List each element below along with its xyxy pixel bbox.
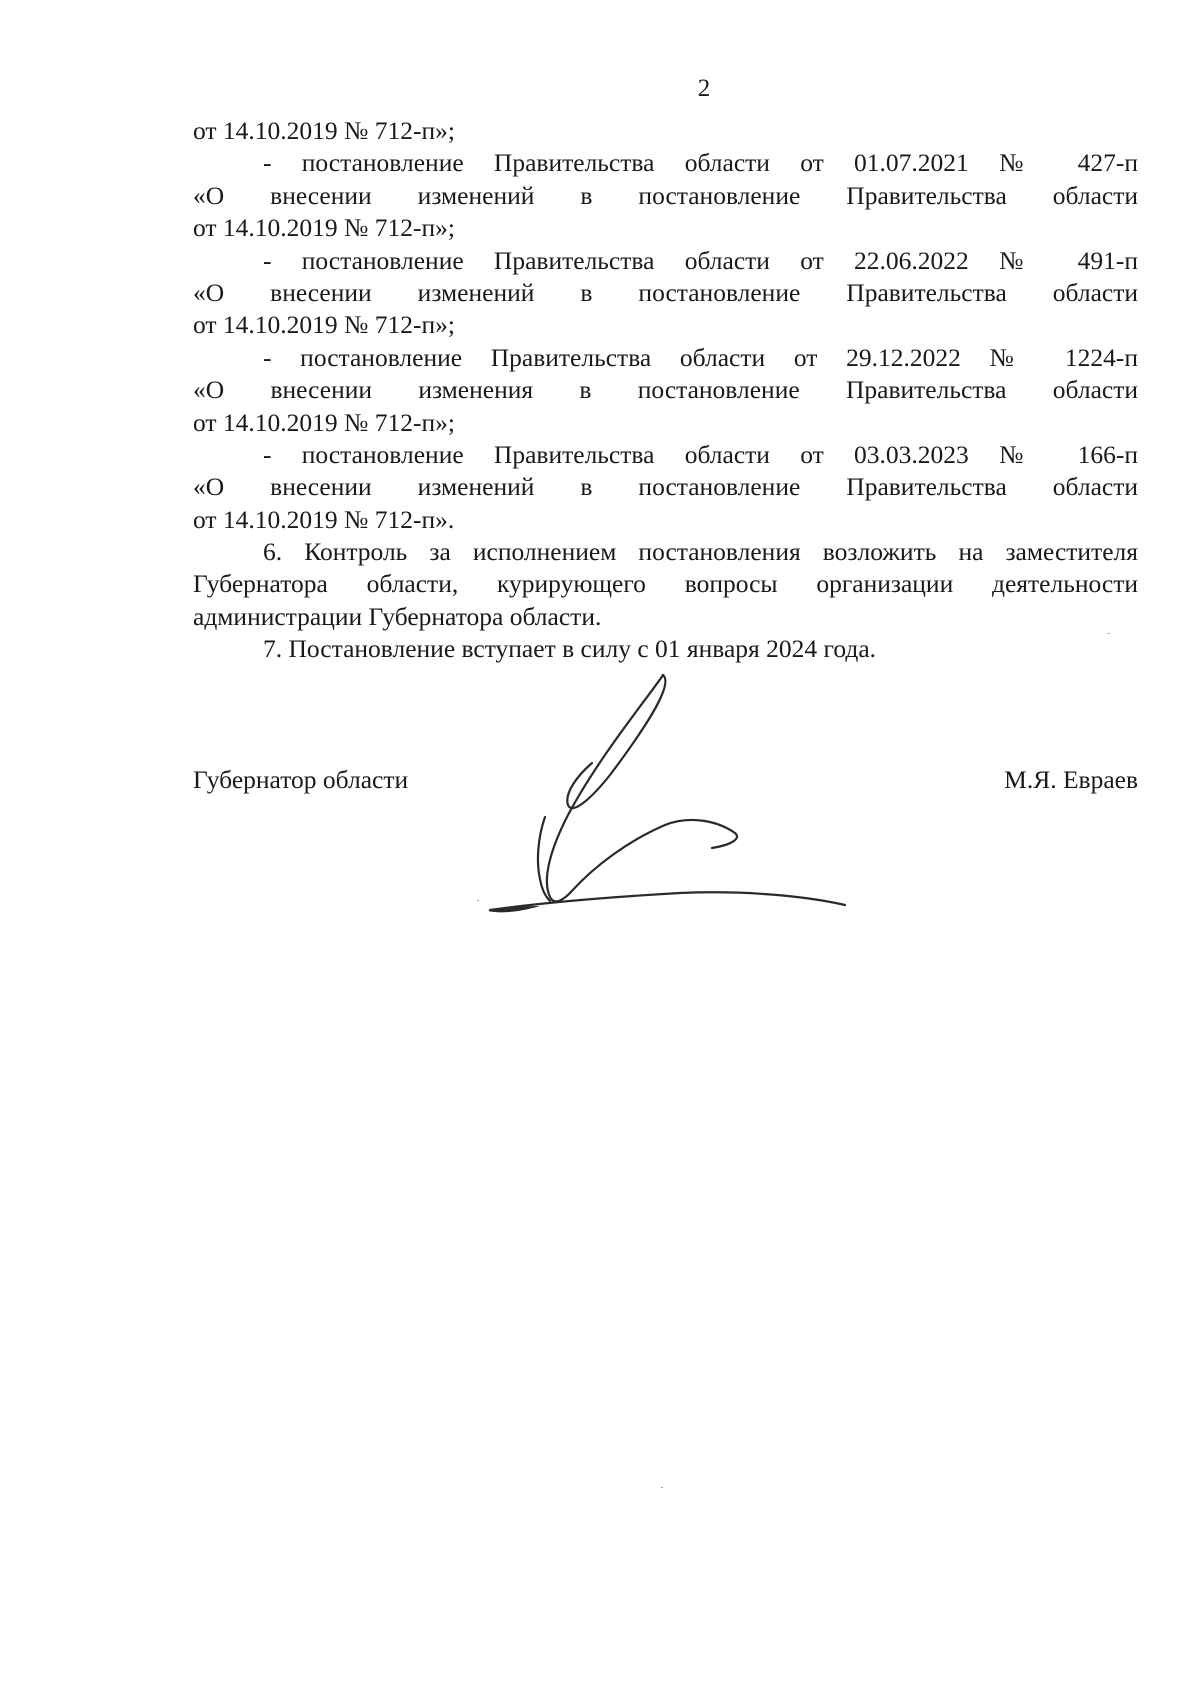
body-line: «О внесении изменений в постановление Правительства области: [193, 277, 1138, 307]
signatory-title: Губернатор области: [193, 765, 409, 794]
document-body: [193, 115, 1138, 666]
body-line: «О внесении изменений в постановление Правительства области: [193, 180, 1138, 210]
body-line: от 14.10.2019 № 712-п»;: [193, 116, 455, 145]
scan-speck: [477, 900, 479, 901]
body-line: от 14.10.2019 № 712-п»;: [193, 213, 455, 243]
body-line: «О внесении изменения в постановление Правительства области: [193, 375, 1138, 405]
body-line: от 14.10.2019 № 712-п».: [193, 504, 455, 534]
body-line: - постановление Правительства области от 01.07.2021 № 427-п: [263, 148, 1138, 178]
page-number: 2: [697, 75, 711, 102]
body-line: - постановление Правительства области от 29.12.2022 № 1224-п: [263, 342, 1138, 372]
body-line: Губернатора области, курирующего вопросы организации деятельности: [193, 569, 1138, 599]
scan-speck: [661, 1487, 663, 1488]
body-line: - постановление Правительства области от 03.03.2023 № 166-п: [263, 439, 1138, 469]
handwritten-signature: [480, 665, 910, 915]
body-line: администрации Губернатора области.: [193, 601, 602, 631]
body-line: 6. Контроль за исполнением постановления возложить на заместителя: [263, 537, 1138, 567]
body-line: «О внесении изменений в постановление Правительства области: [193, 472, 1138, 502]
body-line: - постановление Правительства области от 22.06.2022 № 491-п: [263, 245, 1138, 275]
scan-speck: [1108, 633, 1110, 634]
signatory-name: М.Я. Евраев: [1004, 765, 1138, 794]
body-line: от 14.10.2019 № 712-п»;: [193, 310, 455, 340]
body-line: от 14.10.2019 № 712-п»;: [193, 407, 455, 437]
body-line: 7. Постановление вступает в силу с 01 января 2024 года.: [263, 634, 877, 664]
